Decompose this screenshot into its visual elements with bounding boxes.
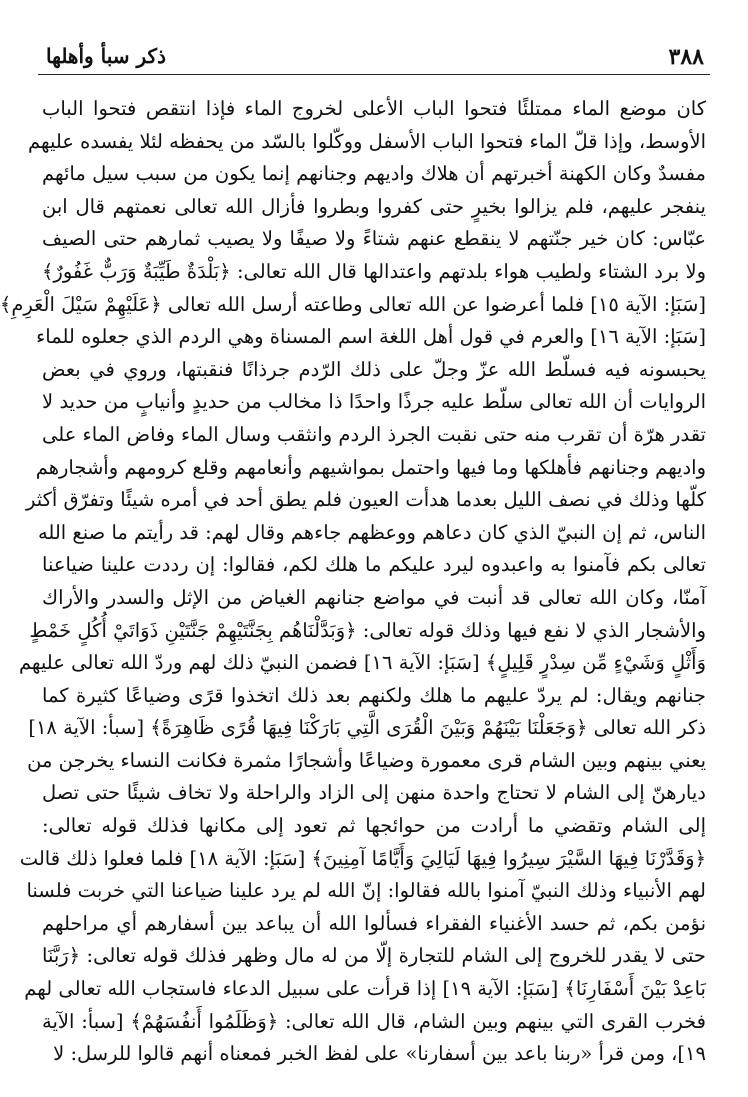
text-line: الأوسط، وإذا قلّ الماء فتحوا الباب الأسفل ووكّلوا بالسّد من يحفظه لئلا يفسده عليهم <box>28 129 706 153</box>
text-line: يعني بينهم وبين الشام قرى معمورة وضياعًا وأشجارًا مثمرة فكانت النساء يخرجن من <box>27 748 706 772</box>
text-line: يحبسونه فيه فسلّط الله عزّ وجلّ على ذلك الرّدم جرذانًا فنقبتها، وروي في بعض <box>42 357 706 381</box>
text-line: مفسدٌ وكان الكهنة أخبرتهم أن هلاك واديهم وجنانهم إنما يكون من سبب سيل مائهم <box>42 162 706 186</box>
text-line: آمنّا، وكان الله تعالى قد أنبت في مواضع جنانهم الغياض من الإثل والسدر والأراك <box>42 585 706 609</box>
text-line: [سَبَإ: الآية ١٦] والعرم في قول أهل اللغة اسم المسناة وهي الردم الذي جعلوه للماء <box>36 325 706 349</box>
text-line: الناس، ثم إن النبيّ الذي كان دعاهم ووعظهم جاءهم وقال لهم: قد رأيتم ما صنع الله <box>37 520 706 544</box>
text-line: ﴿وَقَدَّرْنَا فِيهَا السَّيْرَ سِيرُوا فِيهَا لَيَالِيَ وَأَيَّامًا آمِنِينَ﴾ [سَبَإ: الآية ١٨] فلما فعلوا ذلك قالت <box>19 846 706 870</box>
text-line: كلّها وذلك في نصف الليل بعدما هدأت العيون فلم يطق أحد في أمره شيئًا وتفرّق أكثر <box>25 488 706 512</box>
text-line: تعالى بكم فآمنوا به واعبدوه ليرد عليكم ما هلك لكم، فقالوا: إن رددت علينا ضياعنا <box>42 553 706 577</box>
text-line: تقدر هرّة أن تقرب منه حتى نقبت الجرذ الردم وانثقب وسال الماء وفاض الماء على <box>42 422 706 446</box>
text-line: ١٩]، ومن قرأ «ربنا باعد بين أسفارنا» على لفظ الخبر فمعناه أنهم قالوا للرسل: لا <box>53 1042 706 1066</box>
text-line: ذكر الله تعالى ﴿وَجَعَلْنَا بَيْنَهُمْ وَبَيْنَ الْقُرَى الَّتِي بَارَكْنَا فِيهَا قُرًى ظَاهِرَةً﴾ [سبأ: الآية ١٨] <box>28 716 706 740</box>
text-line: جنانهم ويقال: لم يردّ عليهم ما هلك ولكنهم بعد ذلك اتخذوا قرًى وضياعًا كثيرة كما <box>42 683 706 707</box>
text-line: بَاعِدْ بَيْنَ أَسْفَارِنَا﴾ [سَبَإ: الآية ١٩] إذا قرأت على سبيل الدعاء فاستجاب الله تعالى لهم <box>24 977 706 1001</box>
body-text <box>0 93 710 1071</box>
text-line: ولا برد الشتاء ولطيب هواء بلدتهم واعتدالها قال الله تعالى: ﴿بَلْدَةٌ طَيِّبَةٌ وَرَبٌّ غَفُورٌ﴾ <box>42 259 706 283</box>
text-line: فخرب القرى التي بينهم وبين الشام، قال الله تعالى: ﴿وَظَلَمُوا أَنفُسَهُمْ﴾ [سبأ: الآية <box>42 1009 706 1033</box>
text-line: لهم الأنبياء وذلك النبيّ آمنوا بالله فقالوا: إنّ الله لم يرد علينا ضياعنا التي خربت فلسنا <box>26 879 706 903</box>
running-title: ذكر سبأ وأهلها <box>46 44 166 68</box>
text-line: كان موضع الماء ممتلئًا فتحوا الباب الأعلى لخروج الماء فإذا انتقص فتحوا الباب <box>42 97 706 120</box>
text-line: والأشجار الذي لا نفع فيها وذلك قوله تعالى: ﴿وَبَدَّلْنَاهُم بِجَنَّتَيْهِمْ جَنَّتَيْنِ ذَوَاتَيْ أُكُلٍ خَمْطٍ <box>29 618 706 642</box>
text-line: واديهم وجنانهم فأهلكها وما فيها واحتمل بمواشيهم وأنعامهم وقلع كرومهم وأشجارهم <box>35 455 706 479</box>
text-line: حتى لا يقدر للخروج إلى الشام للتجارة إلّا من له مال وظهر فذلك قوله تعالى: ﴿رَبَّنَا <box>42 944 706 968</box>
text-line: إلى الشام وتقضي ما أرادت من حوائجها ثم تعود إلى مكانها فذلك قوله تعالى: <box>42 814 706 838</box>
text-line: [سَبَإ: الآية ١٥] فلما أعرضوا عن الله تعالى وطاعته أرسل الله تعالى ﴿عَلَيْهِمْ سَيْلَ الْعَرِمِ﴾ <box>0 292 706 316</box>
text-line: ينفجر عليهم، فلم يزالوا بخيرٍ حتى كفروا وبطروا فأزال الله تعالى نعمتهم قال ابن <box>42 194 706 218</box>
text-line: وَأَثْلٍ وَشَيْءٍ مِّن سِدْرٍ قَلِيلٍ﴾ [سَبَإ: الآية ١٦] فضمن النبيّ ذلك لهم وردّ الله تعالى عليهم <box>18 651 706 675</box>
text-line: نؤمن بكم، ثم حسد الأغنياء الفقراء فسألوا الله أن يباعد بين أسفارهم أي مراحلهم <box>42 911 706 935</box>
running-header <box>38 40 710 75</box>
text-line: ديارهنّ إلى الشام لا تحتاج واحدة منهن إلى الزاد والراحلة ولا تخاف شيئًا حتى تصل <box>42 781 706 805</box>
text-line: عبّاس: كان خير جنّتهم لا ينقطع عنهم شتاءً ولا صيفًا ولا يصيب ثمارهم حتى الصيف <box>42 227 706 251</box>
book-page <box>0 40 710 1070</box>
page-number: ٣٨٨ <box>668 44 704 70</box>
text-line: الروايات أن الله تعالى سلّط عليه جرذًا واحدًا ذا مخالب من حديدٍ وأنيابٍ من حديد لا <box>42 390 706 414</box>
